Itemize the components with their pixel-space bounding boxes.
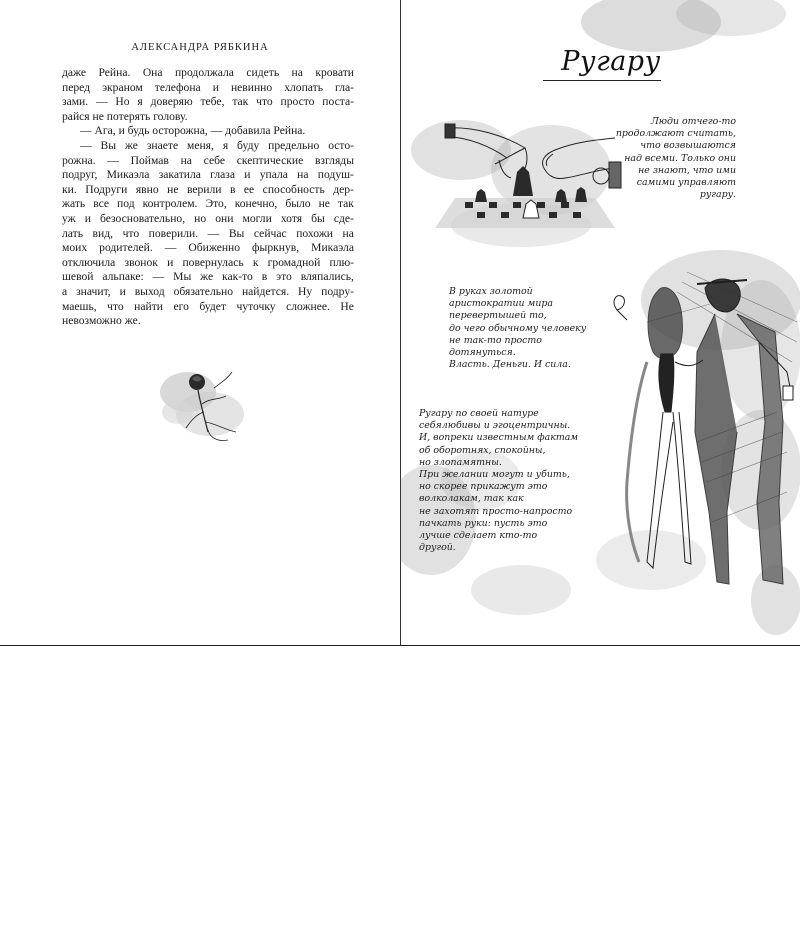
word: Поймав	[130, 153, 169, 167]
word: под	[117, 197, 135, 211]
word: осто-	[328, 138, 354, 152]
word: но	[194, 211, 207, 225]
body-text-line	[62, 285, 354, 300]
word: дер-	[333, 182, 354, 196]
caption-line: В руках золотой	[449, 286, 533, 297]
caption-line: дотянуться.	[449, 347, 516, 359]
word: сейчас	[253, 226, 287, 240]
word: Она	[142, 66, 163, 79]
word: шевой	[62, 270, 94, 284]
word: глаза	[210, 168, 235, 182]
word: подуш-	[317, 168, 354, 182]
word: —	[96, 95, 108, 109]
word: знаете	[146, 138, 179, 152]
caption-line: самими управляют	[636, 177, 736, 189]
word: что	[122, 226, 140, 240]
word: себе	[203, 153, 225, 167]
caption-middle	[449, 286, 586, 371]
caption-line: При желании могут и убить,	[419, 469, 570, 481]
body-text-line	[62, 81, 354, 96]
caption-line: но злопамятны.	[419, 456, 502, 468]
word: ки.	[62, 182, 77, 196]
word: родителей.	[99, 241, 153, 255]
word: отключила	[62, 255, 116, 269]
caption-lower	[419, 408, 578, 554]
body-text-line	[62, 227, 354, 242]
word: так	[337, 197, 354, 211]
word: к	[252, 255, 259, 269]
hands-chess-illustration	[415, 118, 627, 246]
word: на	[342, 226, 354, 240]
word: хотя	[280, 211, 303, 225]
word: меня,	[187, 138, 214, 152]
word: тебе,	[200, 95, 225, 109]
word: на	[180, 153, 192, 167]
chapter-title-wrap	[551, 46, 671, 77]
word: телефона	[154, 80, 201, 94]
caption-line: не так-то просто	[449, 334, 542, 346]
word: я	[137, 95, 143, 109]
word: чуточку	[236, 299, 276, 313]
caption-line: не знают, что ими	[638, 164, 736, 176]
word: же	[124, 138, 138, 152]
word: верили	[186, 182, 222, 196]
word: сложнее.	[286, 299, 330, 313]
body-text-line	[62, 256, 354, 271]
word: скептические	[236, 153, 304, 167]
caption-line: лучше сделает кто-то	[419, 530, 538, 542]
word: ее	[243, 182, 255, 196]
word: плю-	[329, 255, 354, 269]
word: громадной	[267, 255, 321, 269]
word: моих	[62, 241, 88, 255]
word: перед	[62, 80, 91, 94]
word: было	[285, 197, 311, 211]
word: что	[256, 95, 273, 109]
word: —	[207, 226, 220, 240]
word: же	[200, 270, 214, 284]
word: поверили.	[148, 226, 199, 240]
word: предельно	[268, 138, 320, 152]
word: это	[276, 270, 292, 284]
word: экраном	[102, 80, 143, 94]
word: контролем.	[142, 197, 198, 211]
word: и	[84, 211, 91, 225]
word: хлопать	[284, 80, 324, 94]
right-page	[401, 0, 800, 646]
word: жать	[62, 197, 86, 211]
word: они	[215, 211, 234, 225]
word: сде-	[333, 211, 354, 225]
body-text-line	[62, 139, 354, 154]
caption-line: аристократии мира	[449, 298, 553, 310]
caption-line: И, вопреки известным фактам	[419, 432, 579, 444]
caption-line: волколакам, так как	[419, 493, 524, 505]
word: а	[62, 284, 68, 298]
chapter-title: Ругару	[561, 46, 661, 77]
word: способность	[262, 182, 325, 196]
body-text-line	[62, 197, 354, 212]
caption-line: не захотят просто-напросто	[419, 505, 573, 517]
caption-line: ругару.	[699, 189, 736, 201]
left-page	[0, 0, 400, 646]
word: на	[297, 168, 309, 182]
word: могли	[242, 211, 272, 225]
word: повернулась	[182, 255, 244, 269]
word: гла-	[335, 80, 354, 94]
body-text-line	[62, 168, 354, 183]
word: —	[164, 241, 177, 255]
word: явно	[135, 182, 159, 196]
word: доверяю	[150, 95, 193, 109]
body-text-line: — Ага, и будь осторожна, — добавила Рейна.	[80, 124, 306, 138]
word: и	[212, 80, 219, 94]
caption-line: до чего обычному человеку	[449, 322, 587, 334]
rose-ornament	[148, 352, 258, 452]
body-text-line	[62, 95, 354, 110]
body-text	[62, 66, 354, 329]
word: Обиженно	[188, 241, 241, 255]
caption-line: что возвышаются	[640, 140, 736, 152]
word: упала	[259, 168, 288, 182]
body-text-line	[62, 300, 354, 315]
word: как-то	[222, 270, 253, 284]
word: продолжала	[174, 66, 234, 79]
body-text-line: райся не потерять голову.	[62, 109, 188, 123]
word: Микаэла	[311, 241, 354, 255]
word: и	[119, 284, 126, 298]
word: просто	[280, 95, 315, 109]
word: кровати	[315, 66, 354, 79]
caption-line: перевертышей то,	[449, 310, 547, 322]
word: в	[229, 182, 236, 196]
word: и	[167, 255, 174, 269]
body-text-line	[62, 241, 354, 256]
word: фыркнув,	[252, 241, 300, 255]
spread-bottom-edge	[0, 645, 800, 646]
word: я	[222, 138, 229, 152]
word: сидеть	[246, 66, 280, 79]
word: не	[167, 182, 179, 196]
word: и	[244, 168, 251, 182]
body-text-line	[62, 66, 354, 81]
word: не	[318, 197, 330, 211]
body-text-line	[62, 270, 354, 285]
caption-line: Ругару по своей натуре	[419, 408, 539, 419]
word: закатила	[158, 168, 201, 182]
word: значит,	[76, 284, 111, 298]
word: подру-	[321, 284, 354, 298]
word: все	[93, 197, 110, 211]
word: его	[173, 299, 189, 313]
word: поста-	[322, 95, 354, 109]
caption-line: над всеми. Только они	[624, 152, 736, 164]
word: конечно,	[234, 197, 278, 211]
word: на	[291, 66, 303, 79]
word: маешь,	[62, 299, 97, 313]
caption-line: продолжают считать,	[615, 128, 736, 140]
word: что	[107, 299, 124, 313]
word: вляпались,	[300, 270, 354, 284]
word: Подруги	[85, 182, 128, 196]
caption-line: себялюбивы и эгоцентричны.	[419, 420, 571, 432]
body-text-line	[62, 183, 354, 198]
body-text-line: невозможно же.	[62, 314, 141, 328]
word: Это,	[205, 197, 227, 211]
word: в	[261, 270, 268, 284]
caption-right	[616, 116, 736, 201]
word: уж	[62, 211, 76, 225]
word: Вы	[100, 138, 117, 152]
caption-line: Власть. Деньги. И сила.	[449, 359, 571, 371]
word: бы	[311, 211, 325, 225]
title-rule	[543, 80, 661, 81]
word: —	[80, 138, 92, 152]
word: Рейна.	[98, 66, 131, 79]
word: безосновательно,	[99, 211, 186, 225]
word: Мы	[173, 270, 192, 284]
word: Но	[115, 95, 130, 109]
word: Ну	[298, 284, 313, 298]
caption-line: другой.	[419, 542, 456, 554]
caption-line: об оборотнях, спокойны,	[419, 444, 546, 456]
word: буду	[237, 138, 260, 152]
word: выход	[134, 284, 165, 298]
running-head: АЛЕКСАНДРА РЯБКИНА	[131, 42, 269, 53]
body-text-line	[62, 154, 354, 169]
word: будет	[199, 299, 226, 313]
word: лать	[62, 226, 83, 240]
word: Не	[340, 299, 354, 313]
body-text-line	[62, 212, 354, 227]
word: похожи	[296, 226, 333, 240]
word: даже	[62, 66, 87, 79]
word: взгляды	[314, 153, 354, 167]
word: альпаке:	[102, 270, 144, 284]
word: —	[152, 270, 165, 284]
word: найти	[134, 299, 163, 313]
caption-line: но скорее прикажут это	[419, 481, 548, 493]
word: —	[107, 153, 119, 167]
word: рожна.	[62, 153, 96, 167]
word: вид,	[92, 226, 114, 240]
word: звонок	[124, 255, 158, 269]
word: невинно	[230, 80, 273, 94]
word: Вы	[228, 226, 245, 240]
word: зами.	[62, 95, 89, 109]
word: обязательно	[173, 284, 234, 298]
word: найдется.	[241, 284, 290, 298]
word: так	[232, 95, 249, 109]
couple-illustration	[587, 262, 800, 602]
caption-line: Люди отчего-то	[650, 116, 736, 127]
word: подруг,	[62, 168, 98, 182]
caption-line: пачкать руки: пусть это	[419, 517, 548, 529]
word: Микаэла	[106, 168, 150, 182]
